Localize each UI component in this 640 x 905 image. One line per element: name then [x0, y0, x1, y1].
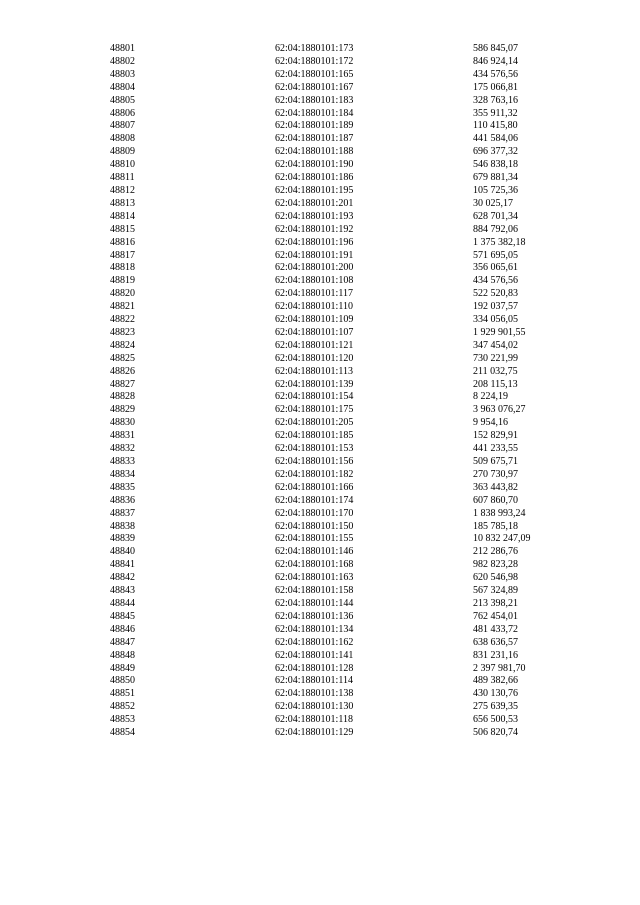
row-number: 48811: [110, 172, 135, 184]
cadastral-number: 62:04:1880101:158: [275, 585, 354, 597]
row-number: 48826: [110, 365, 135, 377]
row-number: 48816: [110, 236, 135, 248]
row-number: 48813: [110, 197, 135, 209]
row-number: 48832: [110, 443, 135, 455]
cadastral-number: 62:04:1880101:174: [275, 494, 354, 506]
table-row: [0, 637, 640, 650]
table-row: [0, 675, 640, 688]
cadastral-number: 62:04:1880101:120: [275, 352, 354, 364]
table-row: [0, 572, 640, 585]
row-number: 48830: [110, 417, 135, 429]
row-number: 48838: [110, 520, 135, 532]
table-row: [0, 469, 640, 482]
cadastral-value: 275 639,35: [473, 701, 518, 713]
row-number: 48804: [110, 81, 135, 93]
cadastral-value: 8 224,19: [473, 391, 508, 403]
cadastral-value: 328 763,16: [473, 94, 518, 106]
cadastral-value: 522 520,83: [473, 288, 518, 300]
cadastral-value: 831 231,16: [473, 649, 518, 661]
cadastral-number: 62:04:1880101:109: [275, 314, 354, 326]
table-row: [0, 688, 640, 701]
row-number: 48854: [110, 727, 135, 739]
table-row: [0, 120, 640, 133]
cadastral-number: 62:04:1880101:114: [275, 675, 353, 687]
cadastral-value: 982 823,28: [473, 559, 518, 571]
cadastral-number: 62:04:1880101:205: [275, 417, 354, 429]
cadastral-value: 430 130,76: [473, 688, 518, 700]
row-number: 48840: [110, 546, 135, 558]
row-number: 48824: [110, 339, 135, 351]
table-row: [0, 624, 640, 637]
table-row: [0, 327, 640, 340]
row-number: 48845: [110, 610, 135, 622]
cadastral-number: 62:04:1880101:175: [275, 404, 354, 416]
cadastral-number: 62:04:1880101:117: [275, 288, 353, 300]
cadastral-number: 62:04:1880101:183: [275, 94, 354, 106]
table-row: [0, 133, 640, 146]
cadastral-number: 62:04:1880101:136: [275, 610, 354, 622]
cadastral-number: 62:04:1880101:155: [275, 533, 354, 545]
cadastral-number: 62:04:1880101:134: [275, 623, 354, 635]
cadastral-value: 607 860,70: [473, 494, 518, 506]
cadastral-value: 212 286,76: [473, 546, 518, 558]
row-number: 48851: [110, 688, 135, 700]
row-number: 48818: [110, 262, 135, 274]
cadastral-value: 628 701,34: [473, 210, 518, 222]
cadastral-number: 62:04:1880101:201: [275, 197, 354, 209]
cadastral-value: 441 233,55: [473, 443, 518, 455]
row-number: 48809: [110, 146, 135, 158]
cadastral-number: 62:04:1880101:141: [275, 649, 354, 661]
row-number: 48823: [110, 326, 135, 338]
row-number: 48844: [110, 597, 135, 609]
cadastral-value: 567 324,89: [473, 585, 518, 597]
cadastral-number: 62:04:1880101:196: [275, 236, 354, 248]
table-row: [0, 443, 640, 456]
cadastral-value: 481 433,72: [473, 623, 518, 635]
cadastral-value: 730 221,99: [473, 352, 518, 364]
row-number: 48828: [110, 391, 135, 403]
cadastral-value: 884 792,06: [473, 223, 518, 235]
cadastral-number: 62:04:1880101:121: [275, 339, 354, 351]
table-row: [0, 198, 640, 211]
table-row: [0, 714, 640, 727]
table-row: [0, 275, 640, 288]
cadastral-number: 62:04:1880101:129: [275, 727, 354, 739]
cadastral-number: 62:04:1880101:108: [275, 275, 354, 287]
row-number: 48817: [110, 249, 135, 261]
cadastral-number: 62:04:1880101:165: [275, 68, 354, 80]
cadastral-number: 62:04:1880101:128: [275, 662, 354, 674]
table-row: [0, 172, 640, 185]
cadastral-value: 434 576,56: [473, 275, 518, 287]
cadastral-number: 62:04:1880101:107: [275, 326, 354, 338]
cadastral-value: 355 911,32: [473, 107, 518, 119]
cadastral-number: 62:04:1880101:146: [275, 546, 354, 558]
table-row: [0, 43, 640, 56]
row-number: 48836: [110, 494, 135, 506]
table-row: [0, 262, 640, 275]
cadastral-value: 10 832 247,09: [473, 533, 531, 545]
row-number: 48810: [110, 159, 135, 171]
row-number: 48820: [110, 288, 135, 300]
table-row: [0, 146, 640, 159]
cadastral-value: 546 838,18: [473, 159, 518, 171]
row-number: 48847: [110, 636, 135, 648]
table-row: [0, 159, 640, 172]
cadastral-number: 62:04:1880101:130: [275, 701, 354, 713]
cadastral-value: 30 025,17: [473, 197, 513, 209]
row-number: 48825: [110, 352, 135, 364]
cadastral-number: 62:04:1880101:139: [275, 378, 354, 390]
cadastral-number: 62:04:1880101:110: [275, 301, 353, 313]
row-number: 48835: [110, 481, 135, 493]
table-row: [0, 430, 640, 443]
cadastral-value: 434 576,56: [473, 68, 518, 80]
row-number: 48807: [110, 120, 135, 132]
cadastral-number: 62:04:1880101:200: [275, 262, 354, 274]
table-row: [0, 237, 640, 250]
table-row: [0, 559, 640, 572]
cadastral-number: 62:04:1880101:138: [275, 688, 354, 700]
row-number: 48805: [110, 94, 135, 106]
table-row: [0, 521, 640, 534]
cadastral-value: 441 584,06: [473, 133, 518, 145]
table-row: [0, 391, 640, 404]
cadastral-number: 62:04:1880101:154: [275, 391, 354, 403]
row-number: 48803: [110, 68, 135, 80]
cadastral-value: 3 963 076,27: [473, 404, 526, 416]
cadastral-value: 571 695,05: [473, 249, 518, 261]
table-row: [0, 663, 640, 676]
cadastral-value: 213 398,21: [473, 597, 518, 609]
cadastral-value: 846 924,14: [473, 55, 518, 67]
cadastral-number: 62:04:1880101:163: [275, 572, 354, 584]
cadastral-number: 62:04:1880101:168: [275, 559, 354, 571]
cadastral-number: 62:04:1880101:162: [275, 636, 354, 648]
row-number: 48834: [110, 468, 135, 480]
row-number: 48852: [110, 701, 135, 713]
table-row: [0, 495, 640, 508]
table-row: [0, 456, 640, 469]
cadastral-value: 363 443,82: [473, 481, 518, 493]
row-number: 48853: [110, 714, 135, 726]
cadastral-value: 105 725,36: [473, 184, 518, 196]
cadastral-number: 62:04:1880101:182: [275, 468, 354, 480]
cadastral-value: 356 065,61: [473, 262, 518, 274]
row-number: 48842: [110, 572, 135, 584]
table-row: [0, 314, 640, 327]
cadastral-number: 62:04:1880101:113: [275, 365, 353, 377]
row-number: 48846: [110, 623, 135, 635]
row-number: 48801: [110, 43, 135, 54]
table-row: [0, 546, 640, 559]
table-row: [0, 650, 640, 663]
table-row: [0, 250, 640, 263]
table-row: [0, 301, 640, 314]
row-number: 48821: [110, 301, 135, 313]
cadastral-value: 509 675,71: [473, 456, 518, 467]
cadastral-number: 62:04:1880101:192: [275, 223, 354, 235]
table-row: [0, 366, 640, 379]
cadastral-value: 211 032,75: [473, 365, 518, 377]
table-row: [0, 353, 640, 366]
cadastral-number: 62:04:1880101:144: [275, 597, 354, 609]
cadastral-number: 62:04:1880101:187: [275, 133, 354, 145]
row-number: 48829: [110, 404, 135, 416]
cadastral-value: 2 397 981,70: [473, 662, 526, 674]
row-number: 48833: [110, 456, 135, 467]
data-table: [0, 43, 640, 740]
cadastral-value: 1 838 993,24: [473, 507, 526, 519]
cadastral-number: 62:04:1880101:191: [275, 249, 354, 261]
cadastral-number: 62:04:1880101:170: [275, 507, 354, 519]
row-number: 48848: [110, 649, 135, 661]
row-number: 48808: [110, 133, 135, 145]
cadastral-value: 656 500,53: [473, 714, 518, 726]
table-row: [0, 56, 640, 69]
row-number: 48850: [110, 675, 135, 687]
table-row: [0, 379, 640, 392]
cadastral-value: 192 037,57: [473, 301, 518, 313]
cadastral-number: 62:04:1880101:118: [275, 714, 353, 726]
cadastral-number: 62:04:1880101:166: [275, 481, 354, 493]
row-number: 48815: [110, 223, 135, 235]
cadastral-number: 62:04:1880101:188: [275, 146, 354, 158]
table-row: [0, 611, 640, 624]
row-number: 48802: [110, 55, 135, 67]
table-row: [0, 585, 640, 598]
cadastral-value: 638 636,57: [473, 636, 518, 648]
cadastral-value: 347 454,02: [473, 339, 518, 351]
cadastral-value: 620 546,98: [473, 572, 518, 584]
table-row: [0, 508, 640, 521]
row-number: 48839: [110, 533, 135, 545]
table-row: [0, 533, 640, 546]
cadastral-value: 110 415,80: [473, 120, 518, 132]
table-row: [0, 482, 640, 495]
row-number: 48837: [110, 507, 135, 519]
table-row: [0, 417, 640, 430]
cadastral-number: 62:04:1880101:153: [275, 443, 354, 455]
table-row: [0, 224, 640, 237]
cadastral-value: 696 377,32: [473, 146, 518, 158]
cadastral-value: 152 829,91: [473, 430, 518, 442]
cadastral-value: 1 929 901,55: [473, 326, 526, 338]
cadastral-value: 334 056,05: [473, 314, 518, 326]
table-row: [0, 598, 640, 611]
cadastral-number: 62:04:1880101:167: [275, 81, 354, 93]
cadastral-number: 62:04:1880101:173: [275, 43, 354, 54]
cadastral-number: 62:04:1880101:189: [275, 120, 354, 132]
cadastral-value: 489 382,66: [473, 675, 518, 687]
cadastral-number: 62:04:1880101:185: [275, 430, 354, 442]
cadastral-value: 208 115,13: [473, 378, 518, 390]
table-row: [0, 82, 640, 95]
cadastral-number: 62:04:1880101:184: [275, 107, 354, 119]
table-row: [0, 108, 640, 121]
row-number: 48849: [110, 662, 135, 674]
cadastral-value: 506 820,74: [473, 727, 518, 739]
cadastral-value: 1 375 382,18: [473, 236, 526, 248]
cadastral-value: 762 454,01: [473, 610, 518, 622]
cadastral-value: 270 730,97: [473, 468, 518, 480]
cadastral-number: 62:04:1880101:156: [275, 456, 354, 467]
row-number: 48822: [110, 314, 135, 326]
cadastral-number: 62:04:1880101:186: [275, 172, 354, 184]
row-number: 48806: [110, 107, 135, 119]
table-row: [0, 404, 640, 417]
cadastral-value: 9 954,16: [473, 417, 508, 429]
row-number: 48843: [110, 585, 135, 597]
table-row: [0, 727, 640, 740]
table-row: [0, 211, 640, 224]
row-number: 48827: [110, 378, 135, 390]
cadastral-value: 185 785,18: [473, 520, 518, 532]
row-number: 48814: [110, 210, 135, 222]
table-row: [0, 185, 640, 198]
cadastral-number: 62:04:1880101:193: [275, 210, 354, 222]
cadastral-number: 62:04:1880101:190: [275, 159, 354, 171]
row-number: 48819: [110, 275, 135, 287]
table-row: [0, 288, 640, 301]
cadastral-value: 679 881,34: [473, 172, 518, 184]
cadastral-value: 586 845,07: [473, 43, 518, 54]
cadastral-number: 62:04:1880101:150: [275, 520, 354, 532]
table-row: [0, 340, 640, 353]
table-row: [0, 95, 640, 108]
row-number: 48831: [110, 430, 135, 442]
row-number: 48841: [110, 559, 135, 571]
table-row: [0, 701, 640, 714]
cadastral-number: 62:04:1880101:195: [275, 184, 354, 196]
row-number: 48812: [110, 184, 135, 196]
cadastral-value: 175 066,81: [473, 81, 518, 93]
cadastral-number: 62:04:1880101:172: [275, 55, 354, 67]
table-row: [0, 69, 640, 82]
